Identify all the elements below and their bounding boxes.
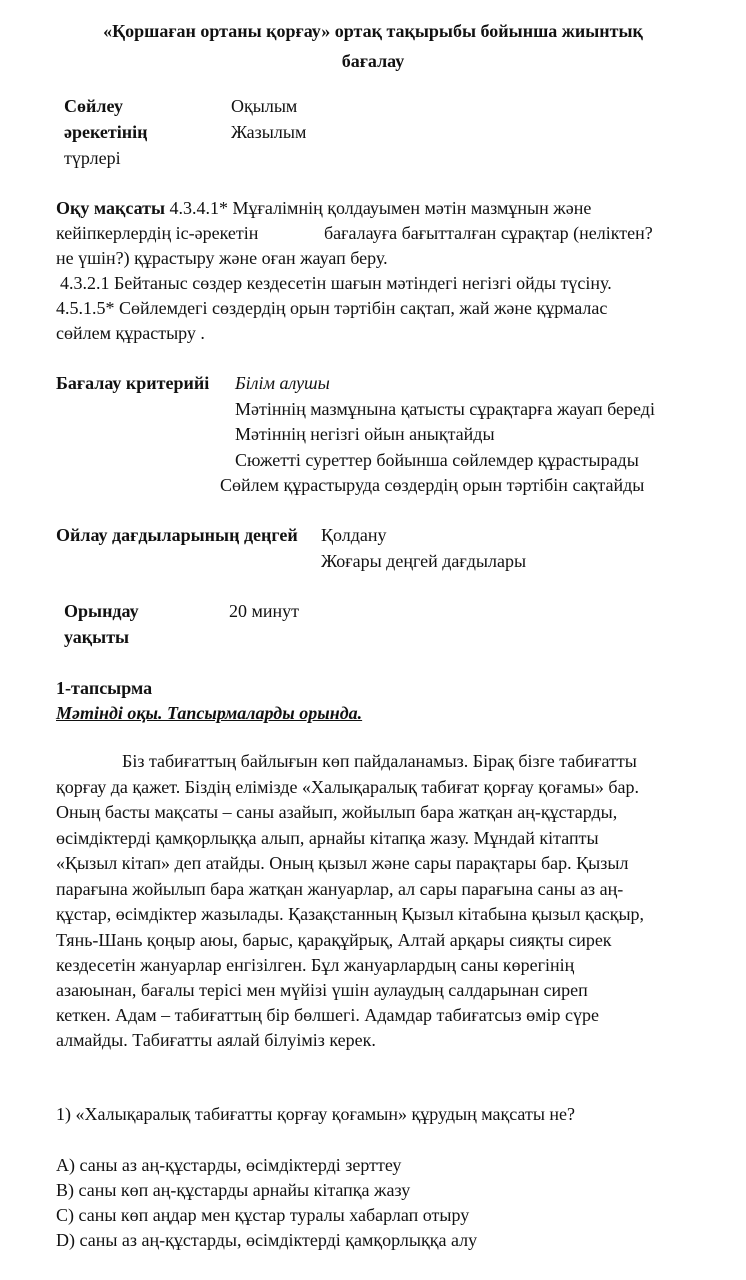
objective-line3: не үшін?) құрастыру және оған жауап беру. (56, 248, 388, 268)
reading-text-line: Біз табиғаттың байлығын көп пайдаланамыз. Бірақ бізге табиғатты (122, 751, 637, 771)
objective-line2b: бағалауға бағытталған сұрақтар (неліктен? (324, 223, 653, 243)
objective-line6: сөйлем құрастыру . (56, 323, 205, 343)
speech-label-line1: Сөйлеу (64, 96, 124, 116)
thinking-value1: Қолдану (321, 525, 387, 545)
criteria-item: Мәтіннің негізгі ойын анықтайды (235, 424, 495, 444)
page-title-line2: бағалау (341, 51, 405, 71)
criteria-item: Сөйлем құрастыруда сөздердің орын тәртібін сақтайды (220, 475, 645, 495)
criteria-item: Сюжетті суреттер бойынша сөйлемдер құрастырады (235, 450, 639, 470)
objective-line4: 4.3.2.1 Бейтаныс сөздер кездесетін шағын мәтіндегі негізгі ойды түсіну. (60, 273, 612, 293)
reading-text-line: алмайды. Табиғатты аялай білуіміз керек. (56, 1030, 376, 1050)
criteria-learner: Білім алушы (235, 373, 330, 393)
thinking-label: Ойлау дағдыларының деңгей (56, 525, 298, 545)
speech-label-line2: әрекетінің (64, 122, 148, 142)
objective-line1 (56, 195, 591, 221)
speech-value-writing: Жазылым (231, 122, 307, 142)
answer-option-b: B) саны көп аң-құстарды арнайы кітапқа жазу (56, 1180, 411, 1200)
reading-text-line: кездесетін жануарлар енгізілген. Бұл жануарлардың саны көрегінің (56, 955, 575, 975)
reading-text-line: Оның басты мақсаты – саны азайып, жойылып бара жатқан аң-құстарды, (56, 802, 618, 822)
task-instruction: Мәтінді оқы. Тапсырмаларды орында. (56, 703, 363, 723)
objective-line5: 4.5.1.5* Сөйлемдегі сөздердің орын тәртібін сақтап, жай және құрмалас (56, 298, 608, 318)
page-title-line1: «Қоршаған ортаны қорғау» ортақ тақырыбы бойынша жиынтық (103, 21, 643, 41)
task-title: 1-тапсырма (56, 678, 153, 698)
reading-text-line: құстар, өсімдіктер жазылады. Қазақстанның Қызыл кітабына қызыл қасқыр, (56, 904, 645, 924)
answer-option-a: A) саны аз аң-құстарды, өсімдіктерді зерттеу (56, 1155, 402, 1175)
reading-text-line: өсімдіктерді қамқорлыққа алып, арнайы кітапқа жазу. Мұндай кітапты (56, 828, 599, 848)
time-value: 20 минут (229, 601, 300, 621)
objective-text1: 4.3.4.1* Мұғалімнің қолдауымен мәтін мазмұнын және (169, 198, 592, 218)
speech-label-line3: түрлері (64, 148, 121, 168)
criteria-label: Бағалау критерийі (56, 373, 210, 393)
thinking-value2: Жоғары деңгей дағдылары (321, 551, 527, 571)
time-label-line1: Орындау (64, 601, 139, 621)
reading-text-line: кеткен. Адам – табиғаттың бір бөлшегі. Адамдар табиғатсыз өмір сүре (56, 1005, 599, 1025)
time-label-line2: уақыты (64, 627, 130, 647)
reading-text-line: Тянь-Шань қоңыр аюы, барыс, қарақұйрық, Алтай арқары сияқты сирек (56, 930, 612, 950)
question-text: 1) «Халықаралық табиғатты қорғау қоғамын» құрудың мақсаты не? (56, 1104, 576, 1124)
answer-option-d: D) саны аз аң-құстарды, өсімдіктерді қамқорлыққа алу (56, 1230, 478, 1250)
reading-text-line: «Қызыл кітап» деп атайды. Оның қызыл және сары парақтары бар. Қызыл (56, 853, 629, 873)
speech-value-reading: Оқылым (231, 96, 298, 116)
objective-line2a: кейіпкерлердің іс-әрекетін (56, 223, 259, 243)
criteria-item: Мәтіннің мазмұнына қатысты сұрақтарға жауап береді (235, 399, 655, 419)
reading-text-line: қорғау да қажет. Біздің елімізде «Халықаралық табиғат қорғау қоғамы» бар. (56, 777, 640, 797)
reading-text-line: парағына жойылып бара жатқан жануарлар, ал сары парағына саны аз аң- (56, 879, 624, 899)
reading-text-line: азаюынан, бағалы терісі мен мүйізі үшін аулаудың салдарынан сиреп (56, 980, 588, 1000)
objective-label: Оқу мақсаты (56, 198, 166, 218)
answer-option-c: C) саны көп аңдар мен құстар туралы хабарлап отыру (56, 1205, 470, 1225)
